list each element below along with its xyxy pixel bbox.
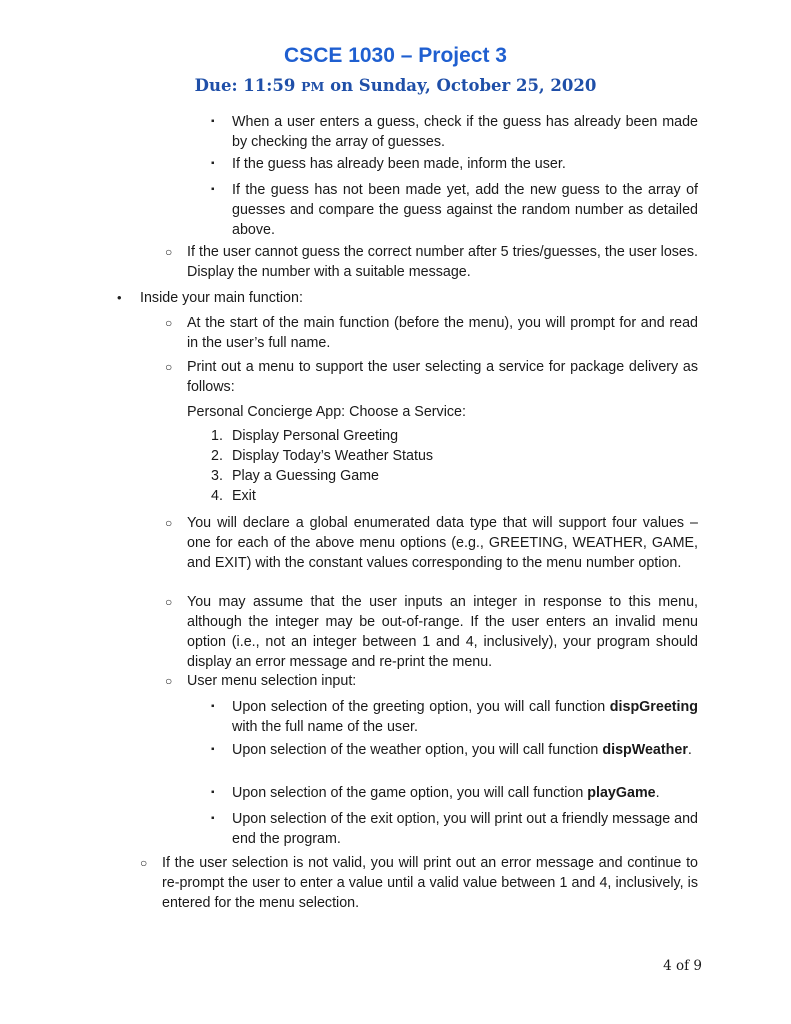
weather-selection-item (232, 740, 698, 760)
prompt-name-item: At the start of the main function (before the menu), you will prompt for and read in the user’s full name. (187, 315, 698, 351)
selection-input-item: User menu selection input: (187, 673, 357, 689)
game-pre-text: Upon selection of the game option, you will call function (232, 785, 584, 801)
menu-option-number: 1. (211, 428, 223, 444)
weather-post-text: . (687, 742, 692, 758)
print-menu-item: Print out a menu to support the user selecting a service for package delivery as follows: (187, 359, 698, 395)
invalid-selection-item: If the user selection is not valid, you will print out an error message and continue to re-prompt the user to enter a value until a valid value between 1 and 4, inclusively, is entered for the menu selection. (162, 855, 698, 911)
game-selection-item (232, 783, 702, 803)
guess-made-item: If the guess has already been made, inform the user. (232, 156, 566, 172)
menu-option-label: Display Today’s Weather Status (232, 448, 434, 464)
bullet-circle-icon: ○ (165, 316, 173, 330)
bullet-circle-icon: ○ (165, 516, 173, 530)
bullet-square-icon: ▪ (211, 184, 215, 195)
bullet-dot-icon: • (117, 290, 122, 305)
game-function-name: playGame (587, 785, 656, 801)
greeting-selection-item (232, 697, 698, 737)
bullet-circle-icon: ○ (165, 245, 173, 259)
weather-pre-text: Upon selection of the weather option, you will call function (232, 742, 599, 758)
bullet-circle-icon: ○ (165, 595, 173, 609)
due-pm: PM (301, 79, 325, 94)
menu-option-number: 4. (211, 488, 223, 504)
guess-check-item: When a user enters a guess, check if the guess has already been made by checking the array of guesses. (232, 114, 698, 150)
menu-option-number: 3. (211, 468, 223, 484)
bullet-square-icon: ▪ (211, 787, 215, 798)
menu-option-label: Exit (232, 488, 256, 504)
greeting-pre-text: Upon selection of the greeting option, you will call function (232, 699, 606, 715)
bullet-square-icon: ▪ (211, 813, 215, 824)
due-suffix: on Sunday, October 25, 2020 (330, 76, 597, 95)
greeting-post-text: with the full name of the user. (232, 719, 418, 735)
bullet-square-icon: ▪ (211, 116, 215, 127)
menu-option-number: 2. (211, 448, 223, 464)
due-date (0, 76, 791, 95)
page-title: CSCE 1030 – Project 3 (284, 44, 507, 67)
bullet-square-icon: ▪ (211, 158, 215, 169)
menu-option-label: Display Personal Greeting (232, 428, 399, 444)
greeting-function-name: dispGreeting (609, 699, 698, 715)
bullet-circle-icon: ○ (140, 856, 148, 870)
bullet-square-icon: ▪ (211, 701, 215, 712)
due-prefix: Due: 11:59 (194, 76, 296, 95)
game-post-text: . (655, 785, 660, 801)
bullet-square-icon: ▪ (211, 744, 215, 755)
main-function-heading: Inside your main function: (140, 290, 303, 306)
exit-selection-item: Upon selection of the exit option, you will print out a friendly message and end the program. (232, 811, 698, 847)
assume-integer-item: You may assume that the user inputs an integer in response to this menu, although the integer may be out-of-range. If the user enters an invalid menu option (i.e., not an integer between 1 and 4, inclusively), your program should display an error message and re-print the menu. (187, 594, 698, 670)
menu-option-label: Play a Guessing Game (232, 468, 380, 484)
guess-new-item: If the guess has not been made yet, add the new guess to the array of guesses and compare the guess against the random number as detailed above. (232, 182, 698, 238)
lose-item: If the user cannot guess the correct number after 5 tries/guesses, the user loses. Display the number with a suitable message. (187, 244, 698, 280)
page-number: 4 of 9 (663, 958, 702, 974)
weather-function-name: dispWeather (602, 742, 688, 758)
enum-type-item: You will declare a global enumerated data type that will support four values – one for each of the above menu options (e.g., GREETING, WEATHER, GAME, and EXIT) with the constant values corresponding to the menu number option. (187, 515, 698, 571)
bullet-circle-icon: ○ (165, 674, 173, 688)
bullet-circle-icon: ○ (165, 360, 173, 374)
menu-title: Personal Concierge App: Choose a Service: (187, 404, 466, 420)
